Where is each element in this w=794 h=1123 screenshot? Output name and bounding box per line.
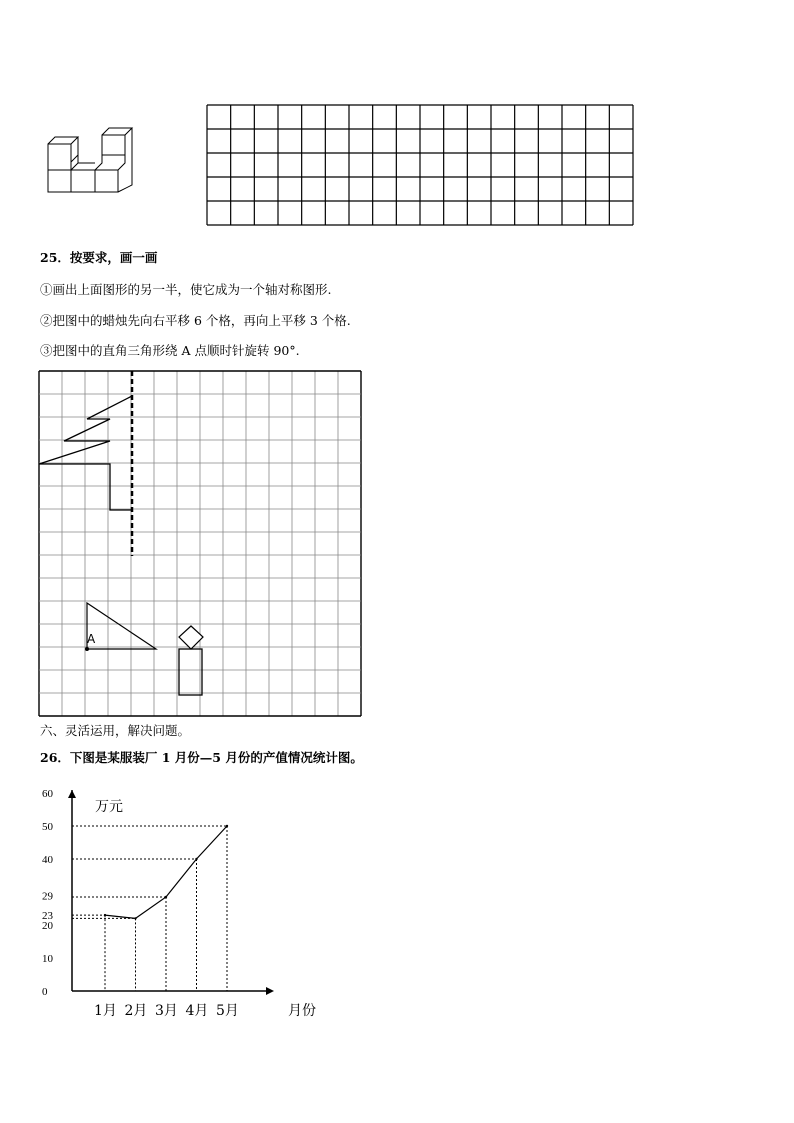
candle-flame (179, 626, 203, 649)
y-tick-label: 23 (42, 910, 53, 923)
q25-title: 25．按要求，画一画 (40, 250, 158, 265)
y-tick-label: 20 (42, 920, 53, 932)
q26-title: 26．下图是某服装厂 1 月份—5 月份的产值情况统计图。 (40, 750, 363, 765)
series-line (105, 826, 227, 918)
cube-figure (45, 125, 145, 195)
q25-item-1: ①画出上面图形的另一半，使它成为一个轴对称图形. (40, 282, 332, 297)
drawing-grid (39, 371, 363, 719)
y-tick-label: 40 (42, 854, 53, 866)
y-axis-label: 万元 (95, 799, 123, 815)
output-value-chart (30, 778, 350, 1028)
x-axis-arrow (266, 987, 274, 995)
x-category-label: 1月 (94, 1003, 117, 1019)
x-category-label: 4月 (185, 1003, 209, 1019)
y-axis-arrow (68, 790, 76, 798)
point-a-dot (85, 647, 89, 651)
x-category-label: 5月 (216, 1003, 239, 1019)
section-6-heading: 六、灵活运用，解决问题。 (40, 723, 191, 738)
tree-half-shape (39, 396, 132, 510)
x-axis-label: 月份 (288, 1003, 316, 1019)
candle-body (179, 649, 202, 695)
q25-item-2: ②把图中的蜡烛先向右平移 6 个格，再向上平移 3 个格. (40, 313, 351, 328)
x-category-label: 2月 (124, 1003, 148, 1019)
y-tick-label: 50 (42, 821, 53, 833)
point-a-label: A (87, 632, 96, 646)
y-tick-label: 10 (42, 953, 53, 965)
y-tick-label: 60 (42, 788, 53, 800)
y-tick-label: 0 (42, 986, 48, 998)
x-category-label: 3月 (155, 1003, 178, 1019)
y-tick-label: 29 (42, 890, 53, 903)
top-grid (206, 104, 634, 226)
right-triangle (87, 603, 156, 649)
q25-item-3: ③把图中的直角三角形绕 A 点顺时针旋转 90°. (40, 343, 300, 358)
